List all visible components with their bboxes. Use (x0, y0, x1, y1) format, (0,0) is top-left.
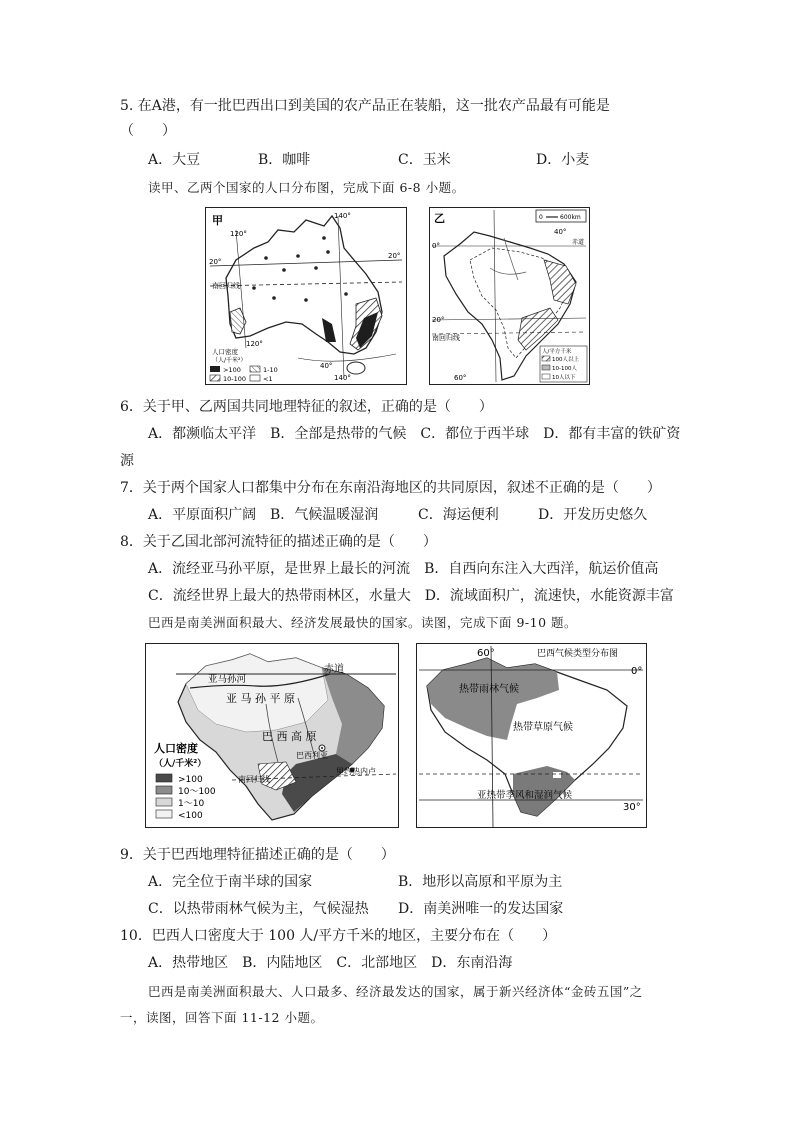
map-jia-label: 甲 (212, 214, 223, 227)
equator-label: 赤道 (324, 664, 344, 675)
subtropical-label: 亚热带季风和湿润气候 (477, 790, 573, 801)
q9-option-b: B．地形以高原和平原为主 (398, 874, 563, 890)
lat-20-right: 20° (388, 252, 401, 260)
lon-60: 60° (477, 648, 495, 659)
lon-120-top: 120° (230, 230, 247, 238)
lat-0: 0° (432, 242, 440, 250)
brazil-climate-map (416, 643, 647, 828)
q5-stem: 5. 在A港，有一批巴西出口到美国的农产品正在装船，这一批农产品最有可能是 (120, 98, 610, 114)
q7-stem: 7．关于两个国家人口都集中分布在东南沿海地区的共同原因，叙述不正确的是（ ） (120, 480, 661, 496)
q7-option-b: B．气候温暖湿润 (270, 507, 379, 523)
q7-option-d: D．开发历史悠久 (538, 507, 648, 523)
intro-11-12-line1: 巴西是南美洲面积最大、人口最多、经济最发达的国家，属于新兴经济体“金砖五国”之 (148, 984, 643, 999)
legend-title: 人口密度 (212, 348, 238, 356)
lat-20: 20° (432, 316, 445, 324)
rio-label: 里约热内卢 (336, 767, 376, 776)
q5-option-d: D．小麦 (536, 152, 590, 168)
lon-140-top: 140° (334, 212, 351, 220)
map-yi-label: 乙 (434, 212, 445, 225)
lon-120-bottom: 120° (246, 340, 263, 348)
intro-11-12-line2: 一，读图，回答下面 11-12 小题。 (120, 1010, 324, 1025)
legend-item-2: 10～100 (178, 787, 216, 797)
lat-0: 0° (631, 666, 643, 677)
legend-unit: （人/千米²） (154, 759, 207, 769)
legend-item-1: 100人以上 (552, 357, 579, 363)
intro-9-10: 巴西是南美洲面积最大、经济发展最快的国家。读图，完成下面 9-10 题。 (148, 615, 578, 630)
scale-zero: 0 (539, 214, 543, 221)
legend-title: 人/平方千米 (542, 349, 572, 355)
rainforest-label: 热带雨林气候 (459, 684, 519, 695)
q6-options-wrap: 源 (120, 453, 134, 469)
legend-item-2: 1-10 (263, 366, 278, 374)
q5-option-b: B．咖啡 (258, 152, 311, 168)
q8-stem: 8．关于乙国北部河流特征的描述正确的是（ ） (120, 534, 437, 550)
tropic-label: 南回归线 (238, 775, 270, 784)
q8-options-line2: C．流经世界上最大的热带雨林区，水量大 D．流域面积广，流速快，水能资源丰富 (148, 588, 674, 604)
q9-stem: 9．关于巴西地理特征描述正确的是（ ） (120, 847, 395, 863)
map-jia-australia (205, 207, 407, 385)
legend-item-1: >100 (178, 775, 203, 785)
q6-options: A．都濒临太平洋 B．全部是热带的气候 C．都位于西半球 D．都有丰富的铁矿资 (148, 426, 681, 442)
scale-text: 600km (560, 214, 581, 221)
q7-option-a: A．平原面积广阔 (148, 507, 257, 523)
q10-options: A．热带地区 B．内陆地区 C．北部地区 D．东南沿海 (148, 955, 513, 971)
plateau-label: 巴 西 高 原 (262, 730, 317, 743)
lat-20-left: 20° (209, 258, 222, 266)
tasmania (347, 362, 365, 374)
capital-label: 巴西利亚 (296, 751, 328, 760)
climate-map-title: 巴西气候类型分布图 (537, 649, 619, 659)
q10-stem: 10．巴西人口密度大于 100 人/平方千米的地区，主要分布在（ ） (120, 928, 557, 944)
legend-item-4: <1 (263, 375, 273, 383)
legend-item-4: <100 (178, 811, 203, 821)
legend-item-1: >100 (223, 366, 241, 374)
lat-40-bottom: 40° (320, 362, 333, 370)
legend-item-3: 1～10 (178, 799, 205, 809)
q5-option-c: C．玉米 (398, 152, 451, 168)
map-yi-brazil (429, 207, 590, 385)
legend-item-3: 10-100 (223, 375, 247, 383)
q6-stem: 6．关于甲、乙两国共同地理特征的叙述，正确的是（ ） (120, 399, 493, 415)
q5-paren: （ ） (120, 123, 176, 139)
q9-option-c: C．以热带雨林气候为主，气候湿热 (148, 901, 369, 917)
q8-options-line1: A．流经亚马孙平原，是世界上最长的河流 B．自西向东注入大西洋，航运价值高 (148, 561, 659, 577)
lon-140-bottom: 140° (334, 374, 351, 382)
river-label: 亚马孙河 (208, 674, 247, 685)
q9-option-d: D．南美洲唯一的发达国家 (398, 901, 564, 917)
tropic-label: 南回归线 (212, 282, 240, 290)
savanna-label: 热带草原气候 (513, 722, 573, 733)
q5-option-a: A．大豆 (148, 152, 201, 168)
legend-unit: （人/千米²） (212, 357, 247, 364)
lat-40: 40° (554, 228, 567, 236)
legend-item-3: 10人以下 (552, 375, 576, 381)
intro-6-8: 读甲、乙两个国家的人口分布图，完成下面 6-8 小题。 (148, 180, 465, 195)
brazil-population-map (145, 643, 399, 828)
lon-60: 60° (454, 374, 467, 382)
plain-label: 亚 马 孙 平 原 (226, 692, 295, 705)
q9-option-a: A．完全位于南半球的国家 (148, 874, 313, 890)
legend-item-2: 10-100人 (552, 366, 577, 372)
tropic-label: 南回归线 (432, 334, 460, 342)
legend-title: 人口密度 (154, 742, 198, 755)
q7-option-c: C．海运便利 (418, 507, 499, 523)
lat-30: 30° (623, 802, 641, 813)
equator-label: 赤道 (572, 239, 585, 246)
